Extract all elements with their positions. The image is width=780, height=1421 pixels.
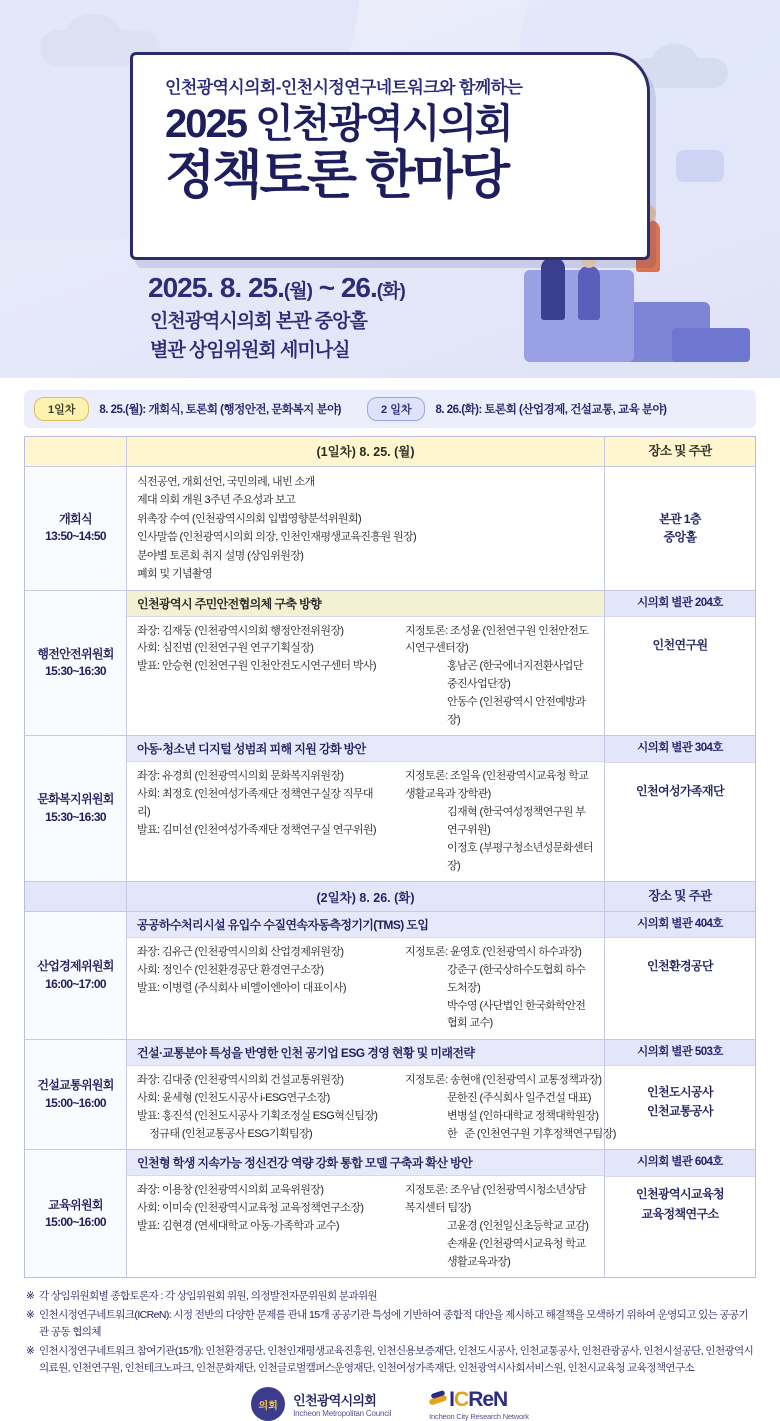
speech-bubble-icon: [676, 150, 724, 182]
row-time-cell: [25, 912, 127, 1039]
event-date-end-day: (화): [376, 281, 405, 302]
event-date: [148, 272, 405, 304]
row-session-time: 15:30~16:30: [45, 664, 106, 678]
tab-day1-label: 8. 25.(월): 개회식, 토론회 (행정안전, 문화복지 분야): [99, 404, 342, 416]
tab-day2-chip[interactable]: 2 일차: [367, 397, 425, 421]
table-row: [25, 736, 755, 882]
icren-post: ReN: [468, 1387, 508, 1411]
panel-line: 이정호 (부평구청소년성문화센터장): [447, 841, 593, 872]
day-tab-bar: [24, 390, 756, 428]
row-panel-left: [127, 762, 395, 881]
row-panel-right: [395, 617, 604, 736]
panel-line: 홍남곤 (한국에너지전환사업단 중진사업단장): [447, 660, 583, 690]
panel-line: 좌장: 유경희 (인천광역시의회 문화복지위원장): [137, 770, 344, 783]
row-time-cell: [25, 1040, 127, 1149]
row-session-time: 15:00~16:00: [45, 1095, 106, 1110]
row-place-org: [605, 1066, 755, 1138]
row-topic: 인천광역시 주민안전협의체 구축 방향: [127, 591, 604, 617]
panel-line: 발표: 이병렬 (주식회사 비엘이엔아이 대표이사): [137, 981, 346, 994]
panel-line: 사회: 정인수 (인천환경공단 환경연구소장): [137, 963, 324, 976]
council-name-en: Incheon Metropolitan Council: [293, 1409, 392, 1419]
footer-logos: [0, 1387, 780, 1421]
row-panel-right: [395, 762, 604, 881]
icren-subtitle: Incheon City Research Network: [429, 1411, 529, 1421]
program-item: 식전공연, 개회선언, 국민의례, 내빈 소개: [137, 475, 315, 488]
row-session-time: 16:00~17:00: [45, 976, 106, 991]
panel-line: 지정토론: 윤영호 (인천광역시 하수과장): [405, 946, 582, 959]
row-time-cell: [25, 736, 127, 881]
row-place-org-line2: 교육정책연구소: [641, 1206, 719, 1221]
row-topic: 공공하수처리시설 유입수 수질연속자동측정기기(TMS) 도입: [127, 912, 604, 938]
header-day1-title: (1일차) 8. 25. (월): [127, 437, 605, 466]
row-topic: 건설·교통분야 특성을 반영한 인천 공기업 ESG 경영 현황 및 미래전략: [127, 1040, 604, 1066]
row-place-org-line1: 인천광역시교육청: [636, 1187, 724, 1202]
panel-line: 김재혁 (한국여성정책연구원 부연구위원): [447, 806, 586, 836]
row-body-cell: [127, 1150, 605, 1277]
panel-line: 좌장: 김유근 (인천광역시의회 산업경제위원장): [137, 946, 344, 959]
row-session-time: 15:00~16:00: [45, 1214, 106, 1229]
panel-line: 고윤경 (인천일신초등학교 교감): [447, 1220, 589, 1232]
panel-line: 좌장: 김재둥 (인천광역시의회 행정안전위원장): [137, 624, 344, 637]
hero-banner: [0, 0, 780, 378]
row-time-cell: [25, 1150, 127, 1277]
panel-line: 사회: 심진범 (인천연구원 연구기획실장): [137, 642, 314, 655]
event-subtitle: 인천광역시의회-인천시정연구네트워크와 함께하는: [165, 78, 523, 97]
illustration-person: [578, 266, 600, 320]
event-venue-line1: 인천광역시의회 본관 중앙홀: [150, 311, 367, 332]
row-program-list: [127, 467, 604, 590]
row-place-org: 인천여성가족재단: [636, 783, 724, 798]
panel-line: 좌장: 이용창 (인천광역시의회 교육위원장): [137, 1184, 324, 1197]
footnote-item: [26, 1288, 754, 1305]
panel-line: 안동수 (인천광역시 안전예방과장): [447, 695, 586, 726]
table-row: [25, 591, 755, 737]
event-date-tilde: ~: [311, 272, 341, 303]
swoosh-icon: [429, 1392, 449, 1408]
program-item: 폐회 및 기념촬영: [137, 568, 213, 581]
panel-line: 변병설 (인하대학교 정책대학원장): [447, 1109, 599, 1122]
council-seal-icon: 의회: [251, 1387, 285, 1421]
header-spacer: [25, 882, 127, 911]
panel-line: 박수영 (사단법인 한국화학안전협회 교수): [447, 999, 586, 1030]
row-place-org: 인천환경공단: [647, 959, 713, 974]
row-panel-left: [127, 1176, 395, 1277]
panel-line: 사회: 최정호 (인천여성가족재단 정책연구실장 직무대리): [137, 788, 373, 819]
header-spacer: [25, 437, 127, 466]
row-topic: 인천형 학생 지속가능 정신건강 역량 강화 통합 모델 구축과 확산 방안: [127, 1150, 604, 1176]
row-place-org: [605, 1177, 755, 1233]
row-place-strip: 시의회 별관 404호: [605, 912, 755, 938]
tab-day1-chip[interactable]: 1일차: [34, 397, 89, 421]
footnote-text: 인천시정연구네트워크(ICReN): 시정 전반의 다양한 문제를 관내 15개 공공기관 특성에 기반하여 종합적 대안을 제시하고 해결책을 모색하기 위하여 운영되고 있는 공공기관 공동 협의체: [39, 1309, 749, 1339]
panel-line: 강준구 (한국상하수도협회 하수도처장): [447, 963, 586, 994]
row-place-cell: [605, 1150, 755, 1277]
table-header-day1: [25, 437, 755, 467]
program-item: 제대 의회 개원 3주년 주요성과 보고: [137, 494, 296, 507]
row-place-line2: 중앙홀: [663, 530, 697, 545]
panel-line: 지정토론: 조일육 (인천광역시교육청 학교생활교육과 장학관): [405, 770, 589, 801]
row-place-org-line1: 인천도시공사: [647, 1085, 713, 1100]
row-time-cell: [25, 467, 127, 590]
row-body-cell: [127, 591, 605, 736]
footnote-item: [26, 1307, 754, 1341]
panel-line: 한 준 (인천연구원 기후정책연구팀장): [447, 1127, 616, 1140]
row-session-time: 13:50~14:50: [45, 529, 106, 544]
row-body-cell: [127, 736, 605, 881]
row-body-cell: [127, 467, 605, 590]
logo-icren: [429, 1388, 529, 1421]
footnote-mark: ※: [26, 1309, 35, 1322]
logo-incheon-council: [251, 1387, 391, 1421]
event-title-line1: 2025 인천광역시의회: [165, 102, 512, 146]
event-date-start: 2025. 8. 25.: [148, 272, 284, 303]
footnote-text: 각 상임위원회별 종합토론자 : 각 상임위원회 위원, 의정발전자문위원회 분과위원: [39, 1290, 378, 1303]
tab-day2-label: 8. 26.(화): 토론회 (산업경제, 건설교통, 교육 분야): [435, 404, 667, 416]
footnotes: [26, 1288, 754, 1377]
row-session-name: 건설교통위원회: [37, 1078, 114, 1093]
row-place-strip: 시의회 별관 204호: [605, 591, 755, 617]
footnote-item: [26, 1343, 754, 1377]
row-place-cell: [605, 736, 755, 881]
icren-hl: C: [454, 1387, 469, 1411]
footnote-mark: ※: [26, 1290, 35, 1303]
row-session-time: 15:30~16:30: [45, 809, 106, 824]
illustration-person: [541, 258, 565, 320]
row-session-name: 교육위원회: [48, 1197, 103, 1212]
table-row: [25, 1150, 755, 1277]
council-name-ko: 인천광역시의회: [293, 1393, 377, 1409]
row-panel-left: [127, 617, 395, 736]
illustration-stair: [672, 328, 750, 362]
row-place-strip: 시의회 별관 503호: [605, 1040, 755, 1066]
row-body-cell: [127, 1040, 616, 1149]
event-date-end: 26.: [340, 272, 377, 303]
event-date-start-day: (월): [283, 281, 312, 302]
row-panel-right: [395, 1176, 604, 1277]
event-title-line2: 정책토론 한마당: [165, 146, 508, 205]
program-item: 분야별 토론회 취지 설명 (상임위원장): [137, 549, 304, 562]
table-row: [25, 912, 755, 1040]
row-panel-right: [395, 938, 604, 1039]
panel-line: 지정토론: 송현애 (인천광역시 교통정책과장): [405, 1074, 602, 1087]
row-session-name: 행전안전위원회: [37, 646, 114, 661]
footnote-mark: ※: [26, 1345, 35, 1358]
row-session-name: 문화복지위원회: [37, 792, 114, 807]
table-row: [25, 1040, 755, 1150]
panel-line: 지정토론: 조성윤 (인천연구원 인천안전도시연구센터장): [405, 624, 589, 655]
row-topic: 아동·청소년 디지털 성범죄 피해 지원 강화 방안: [127, 736, 604, 762]
program-item: 인사말씀 (인천광역시의회 의장, 인천인재평생교육진흥원 원장): [137, 531, 417, 544]
row-place-line1: 본관 1층: [659, 512, 701, 527]
row-session-name: 개회식: [59, 511, 92, 526]
row-place-cell: [605, 467, 755, 590]
title-ribbon: [130, 52, 650, 260]
row-panel-right: [395, 1066, 626, 1149]
panel-line: 발표: 안승현 (인천연구원 인천안전도시연구센터 박사): [137, 660, 376, 673]
row-place-org: 인천연구원: [652, 637, 708, 652]
header-day2-title: (2일차) 8. 26. (화): [127, 882, 605, 911]
panel-line: 문한진 (주식회사 일주건설 대표): [447, 1091, 591, 1104]
panel-line: 발표: 김미선 (인천여성가족재단 정책연구실 연구위원): [137, 823, 376, 836]
panel-line: 사회: 이미숙 (인천광역시교육청 교육정책연구소장): [137, 1202, 364, 1215]
event-venue: [150, 308, 367, 365]
row-place-strip: 시의회 별관 604호: [605, 1150, 755, 1176]
panel-line: 사회: 윤세형 (인천도시공사 i-ESG연구소장): [137, 1091, 330, 1104]
header-day2-place: 장소 및 주관: [605, 882, 755, 911]
icren-pre: I: [449, 1387, 455, 1411]
icren-wordmark: [429, 1388, 529, 1412]
panel-line: 좌장: 김대중 (인천광역시의회 건설교통위원장): [137, 1074, 344, 1087]
panel-line: 발표: 홍진석 (인천도시공사 기획조정실 ESG혁신팀장): [137, 1109, 378, 1122]
row-place-org-line2: 인천교통공사: [647, 1104, 713, 1119]
row-panel-left: [127, 938, 395, 1039]
panel-line: 발표: 김현경 (연세대학교 아동·가족학과 교수): [137, 1220, 339, 1232]
table-header-day2: [25, 882, 755, 912]
row-place-cell: [605, 912, 755, 1039]
row-session-name: 산업경제위원회: [37, 959, 114, 974]
row-place-strip: 시의회 별관 304호: [605, 736, 755, 762]
row-panel-left: [127, 1066, 395, 1149]
panel-line: 손재윤 (인천광역시교육청 학교생활교육과장): [447, 1237, 586, 1268]
event-venue-line2: 별관 상임위원회 세미나실: [150, 339, 350, 361]
row-place-cell: [605, 591, 755, 736]
schedule-table: [24, 436, 756, 1278]
row-place-cell: [605, 1040, 755, 1149]
row-time-cell: [25, 591, 127, 736]
header-day1-place: 장소 및 주관: [605, 437, 755, 466]
footnote-text: 인천시정연구네트워크 참여기관(15개): 인천환경공단, 인천인재평생교육진흥원, 인천신용보증재단, 인천도시공사, 인천교통공사, 인천관광공사, 인천시설공단, 인천광역시의료원, 인천연구원, 인천테크노파크, 인천문화재단, 인천글로벌캠퍼스운영재단, 인천여성가족재단, 인천광역시사회서비스원, 인천시교육청 교육정책연구소: [39, 1345, 754, 1375]
table-row: [25, 467, 755, 591]
panel-line: 지정토론: 조우남 (인천광역시청소년상담복지센터 팀장): [405, 1184, 586, 1215]
row-body-cell: [127, 912, 605, 1039]
program-item: 위촉장 수여 (인천광역시의회 입법영향분석위원회): [137, 512, 362, 525]
panel-line: 정규태 (인천교통공사 ESG기획팀장): [137, 1127, 313, 1140]
